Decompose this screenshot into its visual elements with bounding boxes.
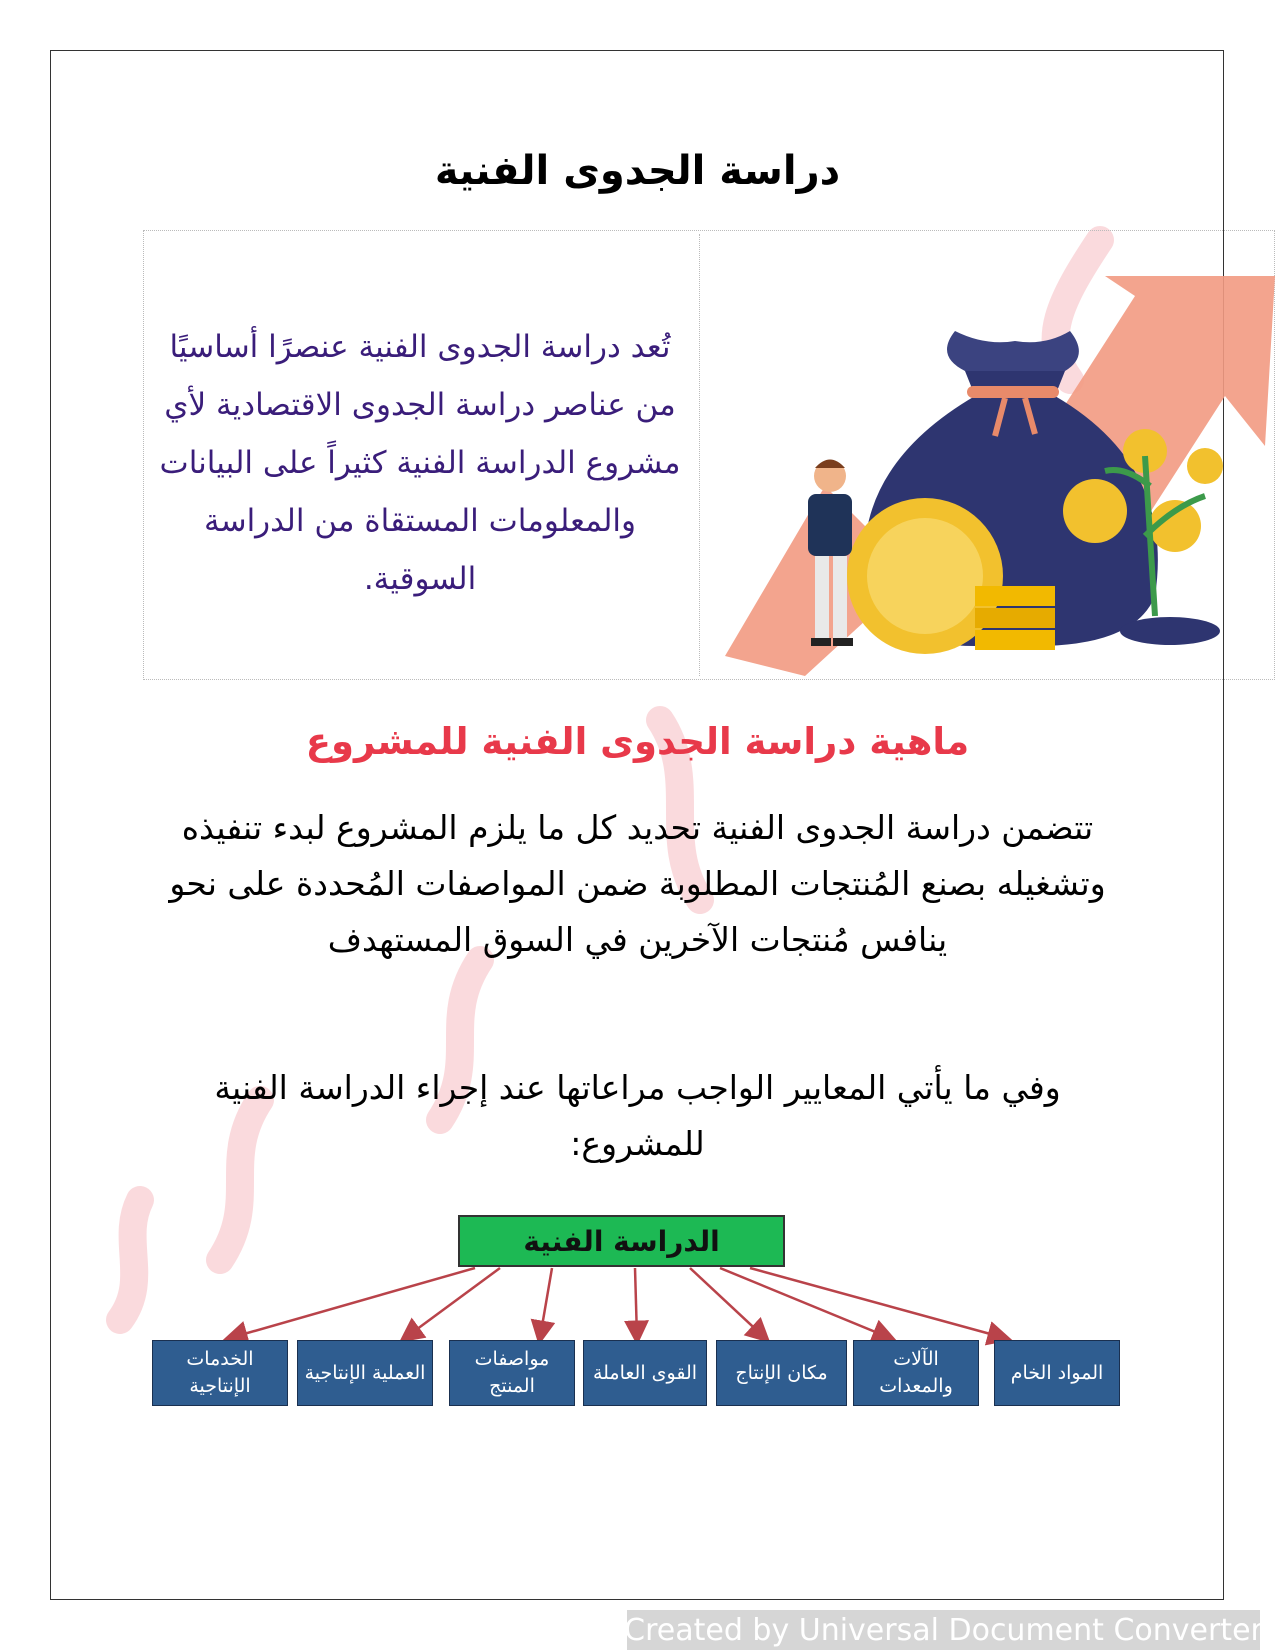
arrow-labor (635, 1268, 637, 1338)
diagram-box-product-specs: مواصفات المنتج (449, 1340, 575, 1406)
diagram-root-box: الدراسة الفنية (458, 1215, 785, 1267)
diagram-box-machines: الآلات والمعدات (853, 1340, 979, 1406)
section-paragraph: تتضمن دراسة الجدوى الفنية تحديد كل ما يلزم المشروع لبدء تنفيذه وتشغيله بصنع المُنتجات المطلوبة ضمن المواصفات المُحددة على نحو ينافس مُنتجات الآخرين في السوق المستهدف (169, 808, 1106, 959)
arrow-machines (720, 1268, 890, 1338)
arrow-raw-materials (750, 1268, 1005, 1338)
intro-paragraph: تُعد دراسة الجدوى الفنية عنصرًا أساسيًا من عناصر دراسة الجدوى الاقتصادية لأي مشروع الدراسة الفنية كثيراً على البيانات والمعلومات المستقاة من الدراسة السوقية. (159, 329, 681, 597)
converter-stamp: Created by Universal Document Converter (627, 1610, 1260, 1650)
money-bag-illustration (705, 236, 1275, 676)
criteria-intro: وفي ما يأتي المعايير الواجب مراعاتها عند إجراء الدراسة الفنية للمشروع: (214, 1068, 1061, 1163)
soil-graphic (1120, 617, 1220, 645)
arrow-specs (540, 1268, 552, 1338)
diagram-box-labor: القوى العاملة (583, 1340, 707, 1406)
arrow-location (690, 1268, 765, 1338)
diagram-box-production-process: العملية الإنتاجية (297, 1340, 433, 1406)
diagram-box-location: مكان الإنتاج (716, 1340, 847, 1406)
page-title: دراسة الجدوى الفنية (434, 148, 841, 194)
arrow-services (230, 1268, 475, 1338)
section-heading: ماهية دراسة الجدوى الفنية للمشروع (305, 720, 970, 763)
arrow-process (405, 1268, 500, 1338)
diagram-box-production-services: الخدمات الإنتاجية (152, 1340, 288, 1406)
diagram-box-raw-materials: المواد الخام (994, 1340, 1120, 1406)
